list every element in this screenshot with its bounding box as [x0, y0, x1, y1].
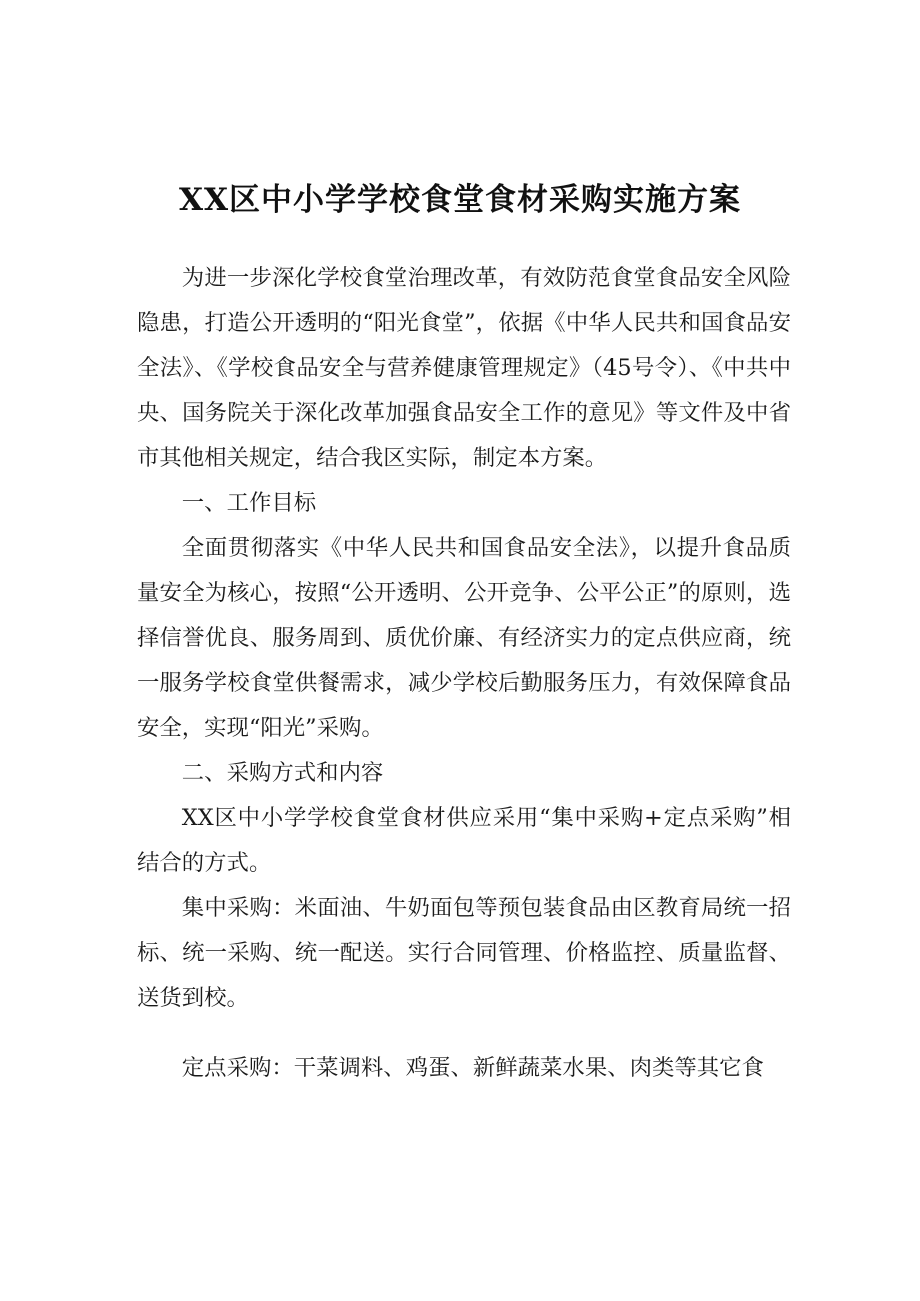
- document-body: [137, 256, 791, 1091]
- section-heading-goals: 一、工作目标: [181, 490, 317, 516]
- centralized-procurement-paragraph: 集中采购：米面油、牛奶面包等预包装食品由区教育局统一招标、统一采购、统一配送。实行合同管理、价格监控、质量监督、送货到校。: [137, 895, 791, 1011]
- document-title: XX区中小学学校食堂食材采购实施方案: [178, 182, 742, 218]
- procurement-method-paragraph: XX区中小学学校食堂食材供应采用“集中采购+定点采购”相结合的方式。: [137, 805, 791, 876]
- section-heading-procurement: 二、采购方式和内容: [181, 760, 384, 786]
- goals-paragraph: 全面贯彻落实《中华人民共和国食品安全法》，以提升食品质量安全为核心，按照“公开透明、公开竞争、公平公正”的原则，选择信誉优良、服务周到、质优价廉、有经济实力的定点供应商，统一服务学校食堂供餐需求，减少学校后勤服务压力，有效保障食品安全，实现“阳光”采购。: [137, 535, 791, 741]
- designated-procurement-paragraph: 定点采购：干菜调料、鸡蛋、新鲜蔬菜水果、肉类等其它食: [181, 1055, 764, 1081]
- intro-paragraph: 为进一步深化学校食堂治理改革，有效防范食堂食品安全风险隐患，打造公开透明的“阳光食堂”，依据《中华人民共和国食品安全法》、《学校食品安全与营养健康管理规定》（45号令）、《中共中央、国务院关于深化改革加强食品安全工作的意见》等文件及中省市其他相关规定，结合我区实际，制定本方案。: [137, 265, 791, 471]
